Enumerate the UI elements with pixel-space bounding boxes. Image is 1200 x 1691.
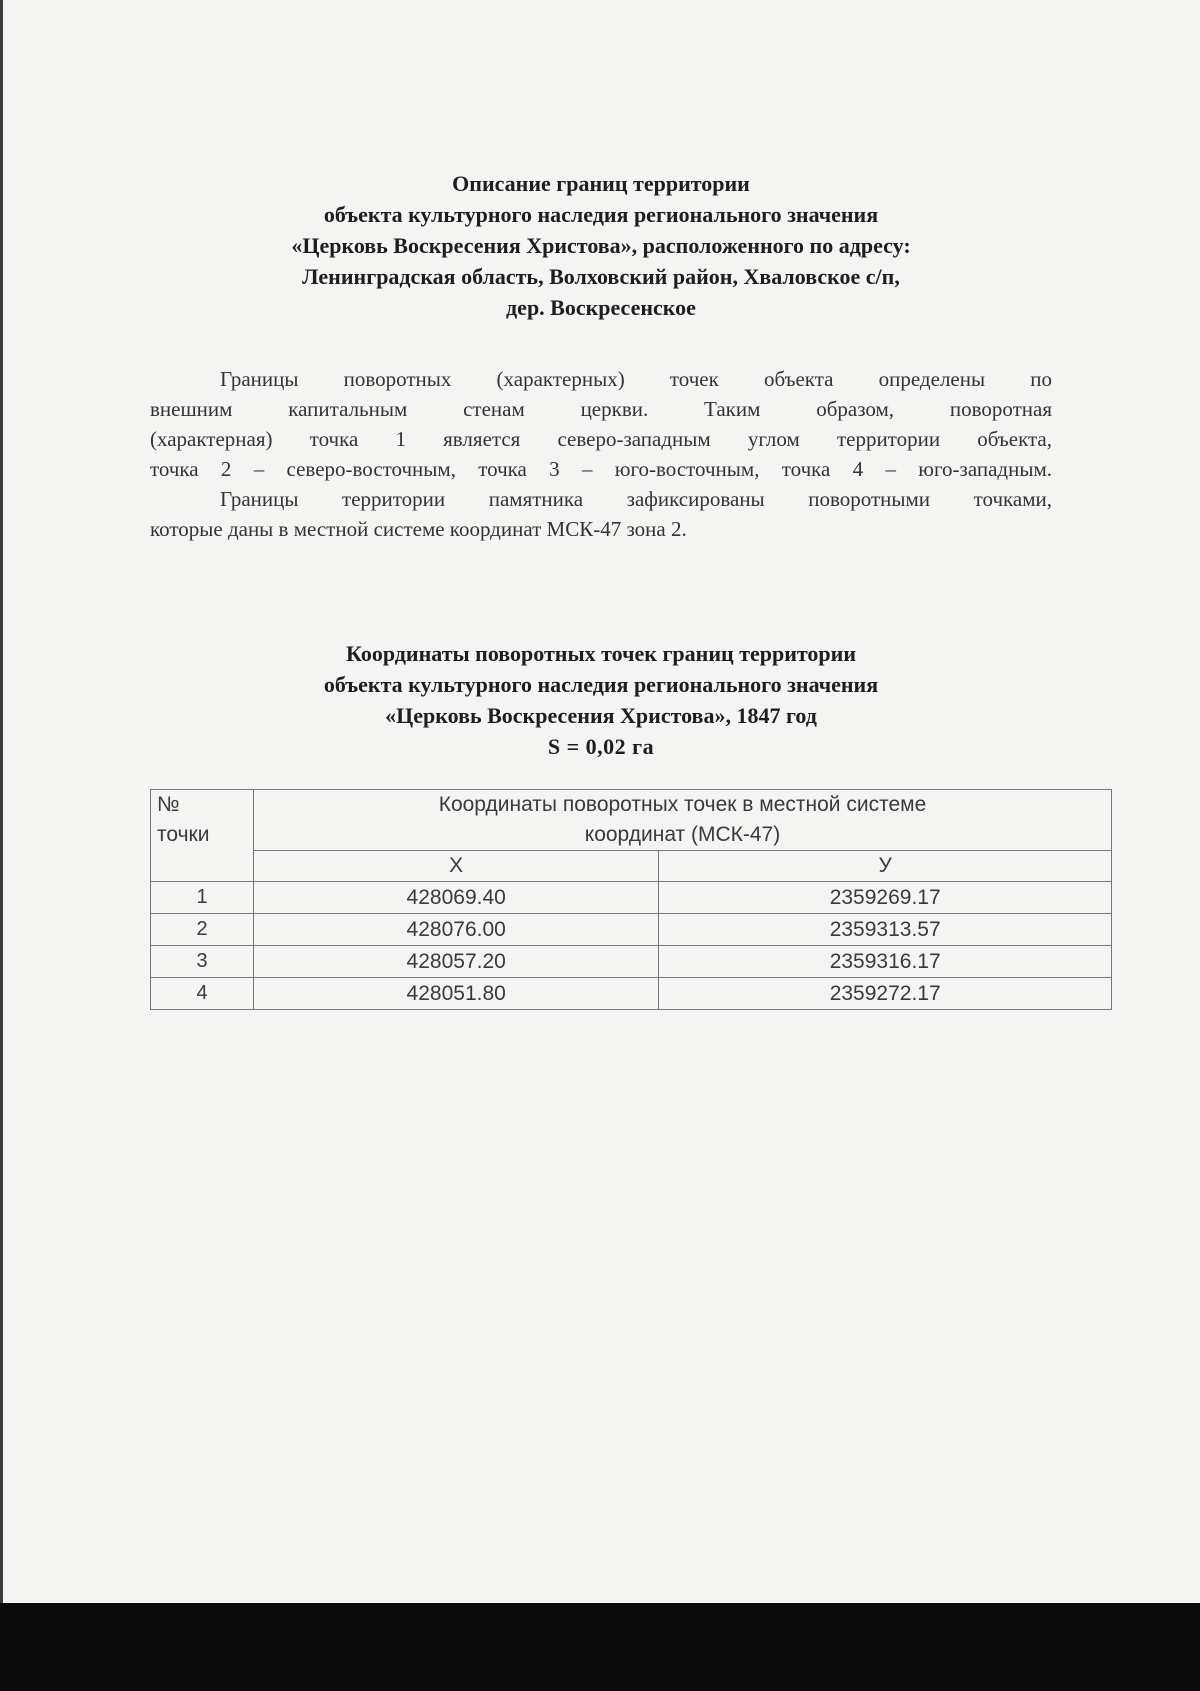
header-text: Координаты поворотных точек в местной системе <box>438 793 927 816</box>
title-line: Описание границ территории <box>452 171 750 196</box>
column-y-header: У <box>659 851 1112 882</box>
table-header-row <box>151 790 1112 851</box>
paragraph-line: внешним капитальным стенам церкви. Таким образом, поворотная <box>150 397 1052 421</box>
y-value: 2359313.57 <box>659 914 1112 946</box>
scan-bottom-bar <box>0 1603 1200 1691</box>
x-value: 428057.20 <box>254 946 659 978</box>
x-value: 428069.40 <box>254 882 659 914</box>
body-text <box>150 364 1052 544</box>
paragraph-line: точка 2 – северо-восточным, точка 3 – юго-восточным, точка 4 – юго-западным. <box>150 457 1052 481</box>
coordinates-header <box>254 790 1112 851</box>
title-line: «Церковь Воскресения Христова», расположенного по адресу: <box>291 233 911 258</box>
table-subheader-row <box>151 851 1112 882</box>
scan-left-edge <box>0 0 3 1691</box>
point-number: 1 <box>151 882 254 914</box>
table-row <box>151 978 1112 1010</box>
coordinates-table <box>150 789 1112 1010</box>
title-line: дер. Воскресенское <box>506 295 696 320</box>
paragraph-boundaries <box>150 364 1052 484</box>
paragraph-coordinates-system <box>150 484 1052 544</box>
coordinates-title-line: объекта культурного наследия регионального значения <box>323 672 879 697</box>
paragraph-line: Границы территории памятника зафиксированы поворотными точками, <box>220 487 1052 511</box>
x-value: 428076.00 <box>254 914 659 946</box>
table-row <box>151 914 1112 946</box>
point-number: 4 <box>151 978 254 1010</box>
header-text: координат (МСК-47) <box>584 823 781 846</box>
paragraph-line: которые даны в местной системе координат МСК-47 зона 2. <box>150 517 687 541</box>
y-value: 2359316.17 <box>659 946 1112 978</box>
coordinates-title-line: «Церковь Воскресения Христова», 1847 год <box>385 703 817 728</box>
header-text: № <box>157 793 180 816</box>
title-line: объекта культурного наследия регионального значения <box>323 202 879 227</box>
title-line: Ленинградская область, Волховский район, Хваловское с/п, <box>302 264 900 289</box>
header-text: точки <box>157 823 210 846</box>
document-title <box>150 168 1052 323</box>
x-value: 428051.80 <box>254 978 659 1010</box>
coordinates-title <box>150 638 1052 762</box>
paragraph-line: Границы поворотных (характерных) точек объекта определены по <box>220 367 1052 391</box>
y-value: 2359269.17 <box>659 882 1112 914</box>
table-row <box>151 946 1112 978</box>
coordinates-title-line: Координаты поворотных точек границ территории <box>345 641 857 666</box>
paragraph-line: (характерная) точка 1 является северо-западным углом территории объекта, <box>150 427 1052 451</box>
point-number: 3 <box>151 946 254 978</box>
y-value: 2359272.17 <box>659 978 1112 1010</box>
table-row <box>151 882 1112 914</box>
point-number: 2 <box>151 914 254 946</box>
point-number-header <box>151 790 254 882</box>
column-x-header: X <box>254 851 659 882</box>
area-value: S = 0,02 га <box>547 734 655 759</box>
